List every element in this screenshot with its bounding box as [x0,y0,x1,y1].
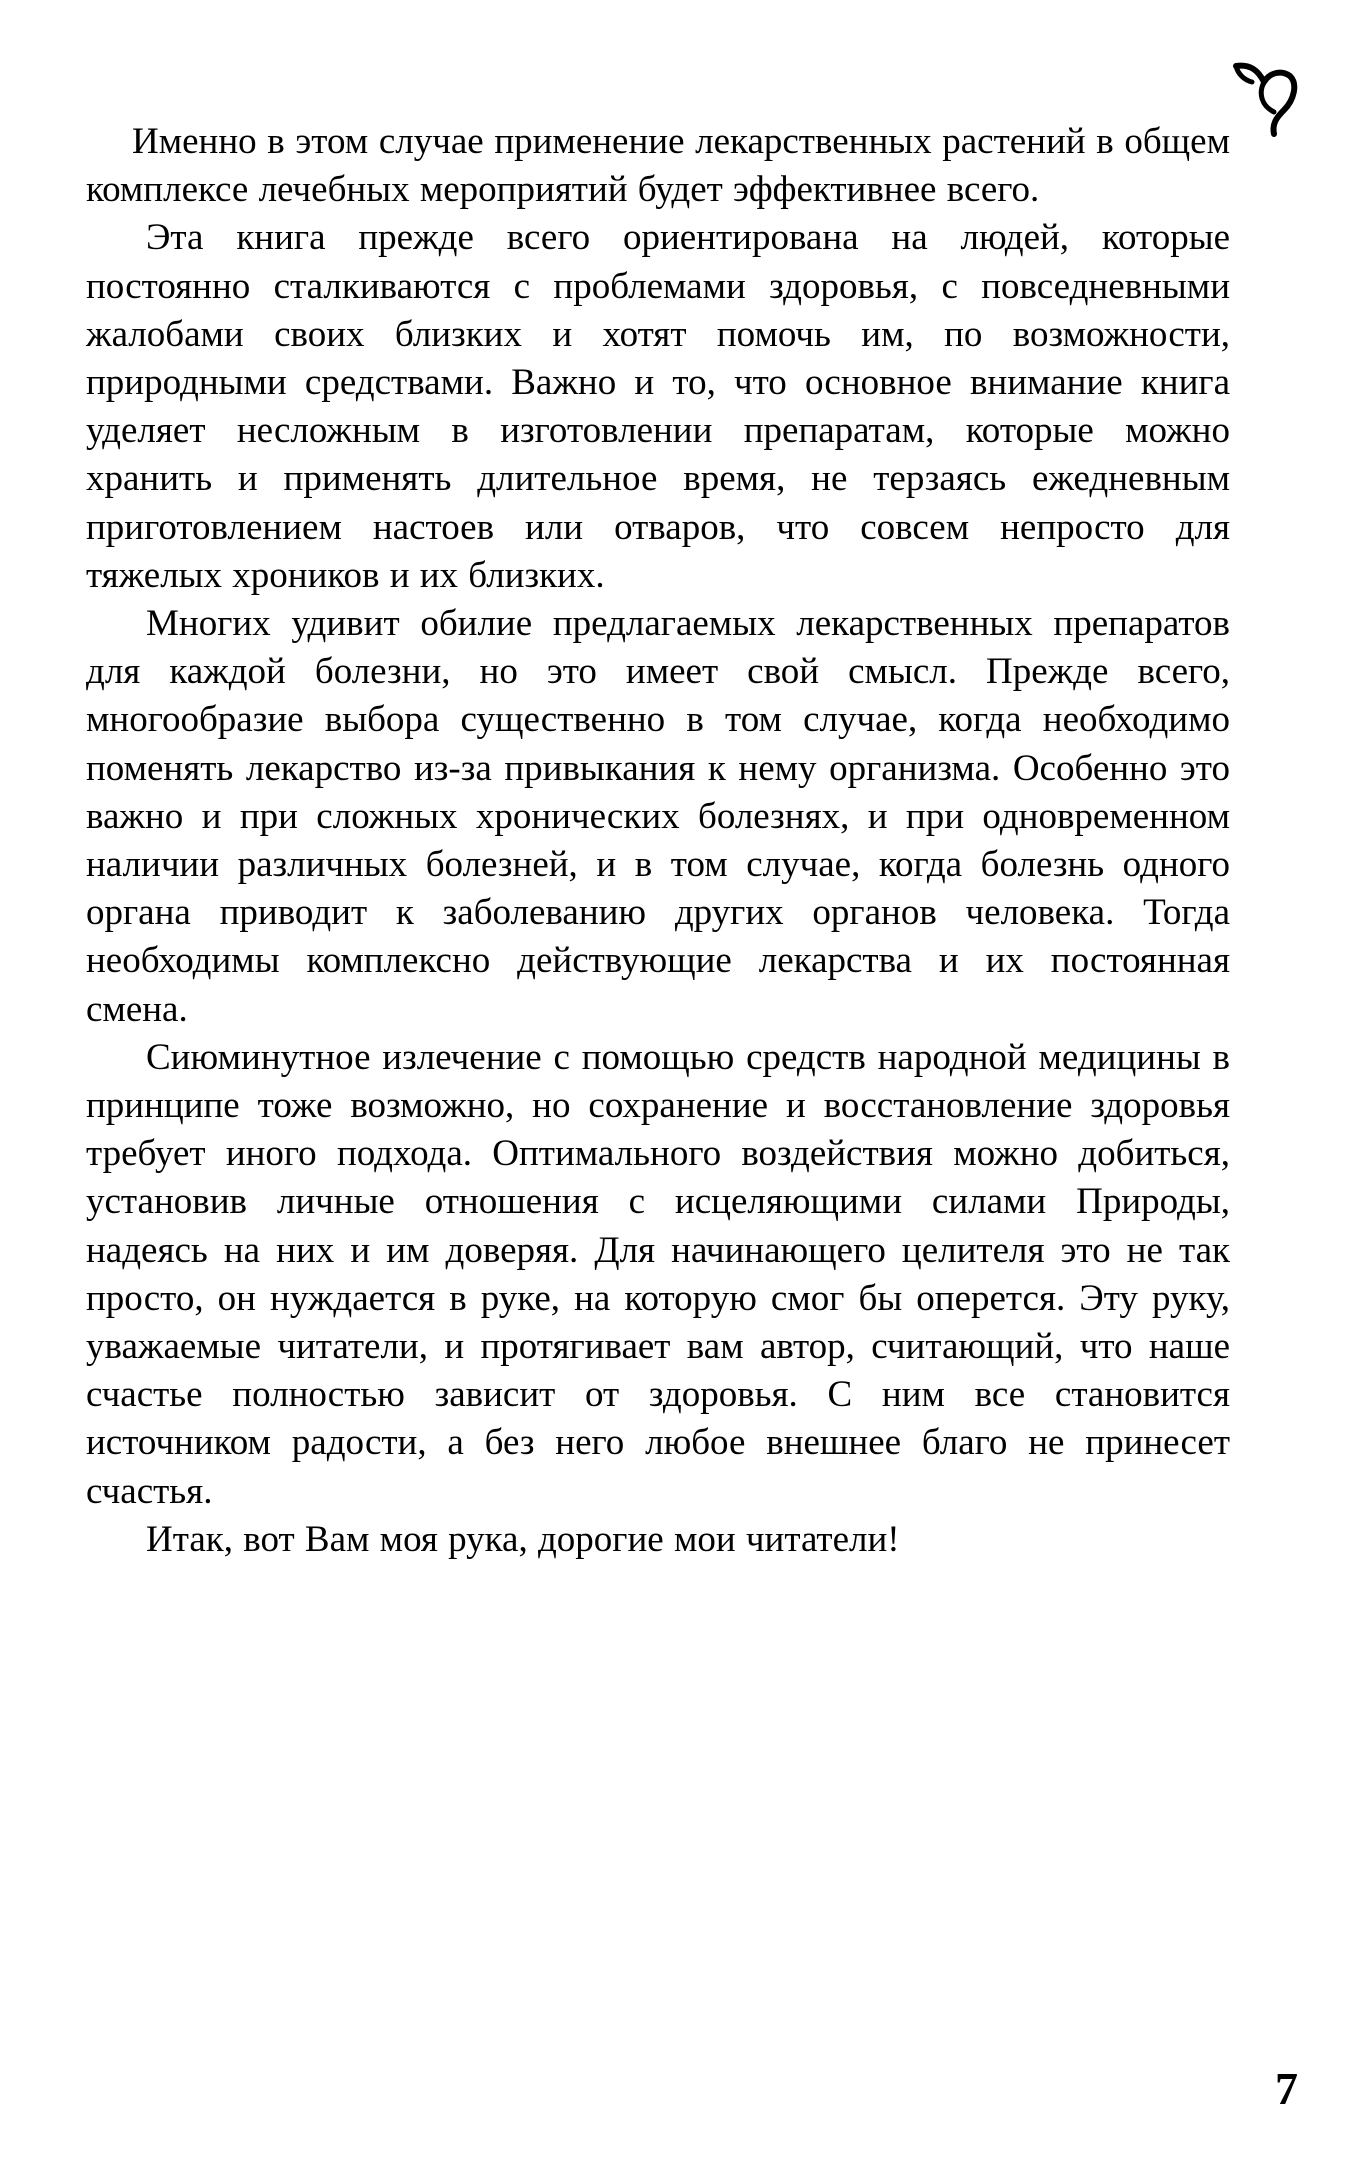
paragraph-1: Именно в этом случае применение лекарственных растений в общем комплексе лечебных мероприятий будет эффективнее всего. [86,121,1230,211]
paragraph-2: Эта книга прежде всего ориентирована на людей, которые постоянно сталкиваются с проблемами здоровья, с повседневными жалобами своих близких и хотят помочь им, по возможности, природными средствами. Важно и то, что основное внимание книга уделяет несложным в изготовлении препаратам, которые можно хранить и применять длительное время, не терзаясь ежедневным приготовлением настоев или отваров, что совсем непросто для тяжелых хроников и их близких. [86,217,1230,596]
body-text [86,118,1230,1564]
paragraph-3: Многих удивит обилие предлагаемых лекарственных препаратов для каждой болезни, но это имеет свой смысл. Прежде всего, многообразие выбора существенно в том случае, когда необходимо поменять лекарство из-за привыкания к нему организма. Особенно это важно и при сложных хронических болезнях, и при одновременном наличии различных болезней, и в том случае, когда болезнь одного органа приводит к заболеванию других органов человека. Тогда необходимы комплексно действующие лекарства и их постоянная смена. [86,603,1230,1030]
paragraph-4: Сиюминутное излечение с помощью средств народной медицины в принципе тоже возможно, но сохранение и восстановление здоровья требует иного подхода. Оптимального воздействия можно добиться, установив личные отношения с исцеляющими силами Природы, надеясь на них и им доверяя. Для начинающего целителя это не так просто, он нуждается в руке, на которую смог бы оперется. Эту руку, уважаемые читатели, и протягивает вам автор, считающий, что наше счастье полностью зависит от здоровья. С ним все становится источником радости, а без него любое внешнее благо не принесет счастья. [86,1036,1230,1512]
leaf-ornament-icon [1228,60,1300,138]
page-number: 7 [1275,2063,1298,2114]
paragraph-5: Итак, вот Вам моя рука, дорогие мои читатели! [146,1518,900,1560]
